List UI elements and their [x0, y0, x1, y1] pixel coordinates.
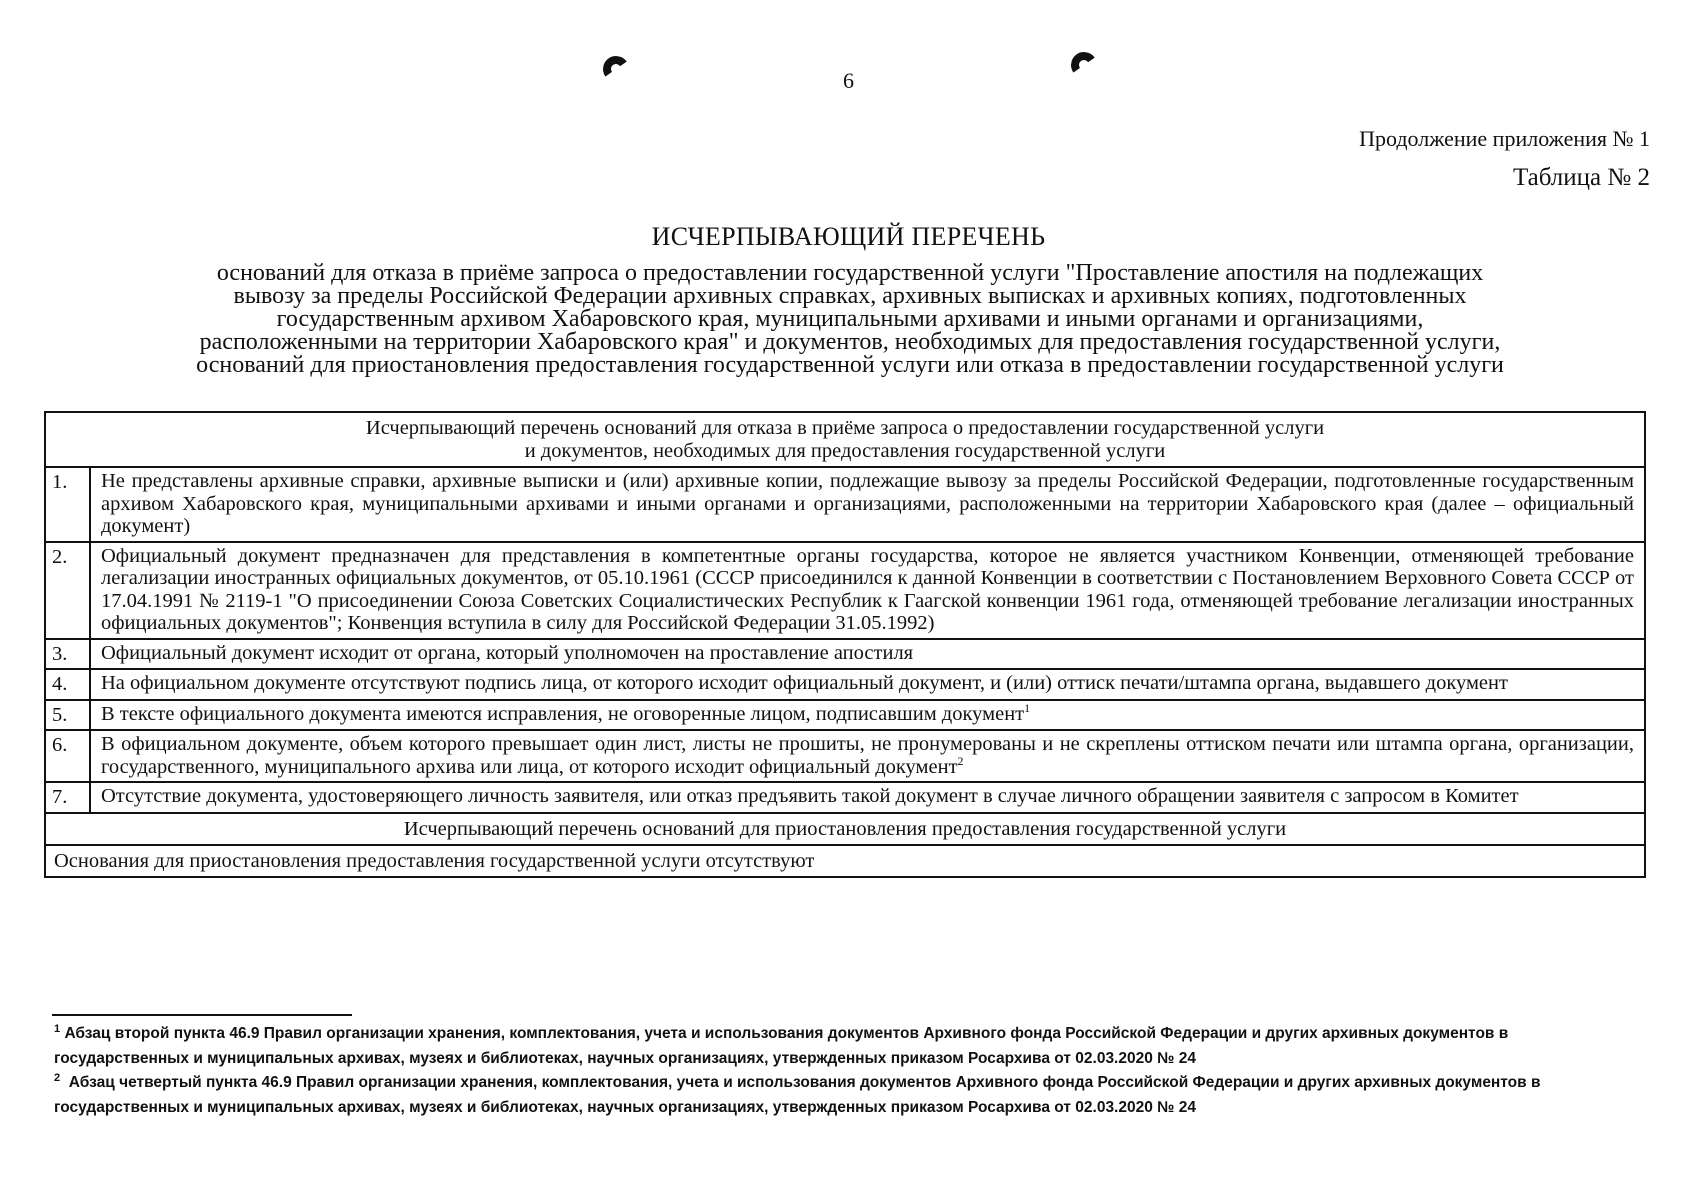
subtitle-line: оснований для отказа в приёме запроса о предоставлении государственной услуги "Проставление апостиля на подлежащих: [216, 260, 1484, 286]
footnote-divider: [52, 1014, 352, 1016]
section-header-row: [45, 813, 1645, 846]
row-text: [90, 467, 1645, 542]
footnote-reference[interactable]: 1: [1024, 700, 1031, 715]
table-row: [45, 467, 1645, 542]
section-header-suspension: Исчерпывающий перечень оснований для приостановления предоставления государственной услуги: [45, 813, 1645, 846]
footnote-mark: 1: [54, 1022, 61, 1035]
row-number: 3.: [45, 639, 90, 670]
subtitle-line: государственным архивом Хабаровского края, муниципальными архивами и иными органами и организациями,: [276, 306, 1424, 332]
footnote-reference[interactable]: 2: [957, 753, 964, 768]
row-number: 1.: [45, 467, 90, 542]
row-text-body: На официальном документе отсутствуют подпись лица, от которого исходит официальный документ, и (или) оттиск печати/штампа органа, выдавшего документ: [101, 672, 1508, 694]
row-number: 5.: [45, 700, 90, 731]
footnotes: [54, 1022, 1634, 1120]
row-text: [90, 669, 1645, 700]
table-number: Таблица № 2: [1512, 164, 1650, 191]
table-row: [45, 639, 1645, 670]
row-number: 4.: [45, 669, 90, 700]
table-row: [45, 669, 1645, 700]
footnote-mark: 2: [54, 1071, 61, 1084]
table-row: [45, 845, 1645, 877]
section-header-row: [45, 412, 1645, 467]
row-text-body: В официальном документе, объем которого превышает один лист, листы не прошиты, не пронумерованы и не скреплены оттиском печати или штампа органа, организации, государственного, муниципального архива или лица, от которого исходит официальный документ: [101, 733, 1634, 778]
row-text: [90, 542, 1645, 639]
row-text-body: Официальный документ исходит от органа, который уполномочен на проставление апостиля: [101, 641, 914, 664]
table-row: [45, 730, 1645, 782]
row-number: 6.: [45, 730, 90, 782]
row-text-body: Официальный документ предназначен для представления в компетентные органы государства, которое не является участником Конвенции, отменяющей требование легализации иностранных официальных документов, от 05.10.1961 (СССР присоединился к данной Конвенции в соответствии с Постановлением Верховного Совета СССР от 17.04.1991 № 2119-1 "О присоединении Союза Советских Социалистических Республик к Гаагской конвенции 1961 года, отменяющей требование легализации иностранных официальных документов"; Конвенция вступила в силу для Российской Федерации 31.05.1992): [101, 544, 1634, 634]
subtitle-line: вывозу за пределы Российской Федерации архивных справках, архивных выписках и архивных копиях, подготовленных: [233, 283, 1467, 309]
section-header-refusal: [45, 412, 1645, 467]
footnote-item: [54, 1071, 1634, 1120]
footnote-text: Абзац второй пункта 46.9 Правил организации хранения, комплектования, учета и использования документов Архивного фонда Российской Федерации и других архивных документов в государственных и муниципальных архивах, музеях и библиотеках, научных организациях, утвержденных приказом Росархива от 02.03.2020 № 24: [54, 1025, 1509, 1067]
footnote-text: Абзац четвертый пункта 46.9 Правил организации хранения, комплектования, учета и использования документов Архивного фонда Российской Федерации и других архивных документов в государственных и муниципальных архивах, музеях и библиотеках, научных организациях, утвержденных приказом Росархива от 02.03.2020 № 24: [54, 1074, 1541, 1116]
document-title: ИСЧЕРПЫВАЮЩИЙ ПЕРЕЧЕНЬ: [651, 222, 1046, 251]
section-header-line: Исчерпывающий перечень оснований для отказа в приёме запроса о предоставлении государственной услуги: [365, 417, 1325, 439]
row-number: 7.: [45, 782, 90, 813]
row-text-body: Не представлены архивные справки, архивные выписки и (или) архивные копии, подлежащие вывозу за пределы Российской Федерации, подготовленные государственным архивом Хабаровского края, муниципальными архивами и иными органами и организациями, расположенными на территории Хабаровского края (далее – официальный документ): [101, 470, 1634, 537]
suspension-grounds-text: Основания для приостановления предоставления государственной услуги отсутствуют: [45, 845, 1645, 877]
subtitle-line: оснований для приостановления предоставления государственной услуги или отказа в предоставлении государственной услуги: [196, 352, 1504, 378]
section-header-line: и документов, необходимых для предоставления государственной услуги: [524, 439, 1166, 462]
table-row: [45, 542, 1645, 639]
page-number: 6: [843, 68, 854, 93]
row-number: 2.: [45, 542, 90, 639]
row-text: [90, 639, 1645, 670]
row-text: [90, 700, 1645, 731]
subtitle-line: расположенными на территории Хабаровского края" и документов, необходимых для предоставления государственной услуги,: [199, 329, 1501, 355]
table-row: [45, 782, 1645, 813]
row-text-body: В тексте официального документа имеются исправления, не оговоренные лицом, подписавшим документ: [101, 702, 1025, 725]
row-text-body: Отсутствие документа, удостоверяющего личность заявителя, или отказ предъявить такой документ в случае личного обращении заявителя с запросом в Комитет: [101, 785, 1519, 807]
document-subtitle: [55, 262, 1645, 377]
appendix-note: Продолжение приложения № 1: [1359, 126, 1650, 151]
row-text: [90, 782, 1645, 813]
footnote-item: [54, 1022, 1634, 1071]
row-text: [90, 730, 1645, 782]
grounds-table: [44, 411, 1646, 878]
table-row: [45, 700, 1645, 731]
